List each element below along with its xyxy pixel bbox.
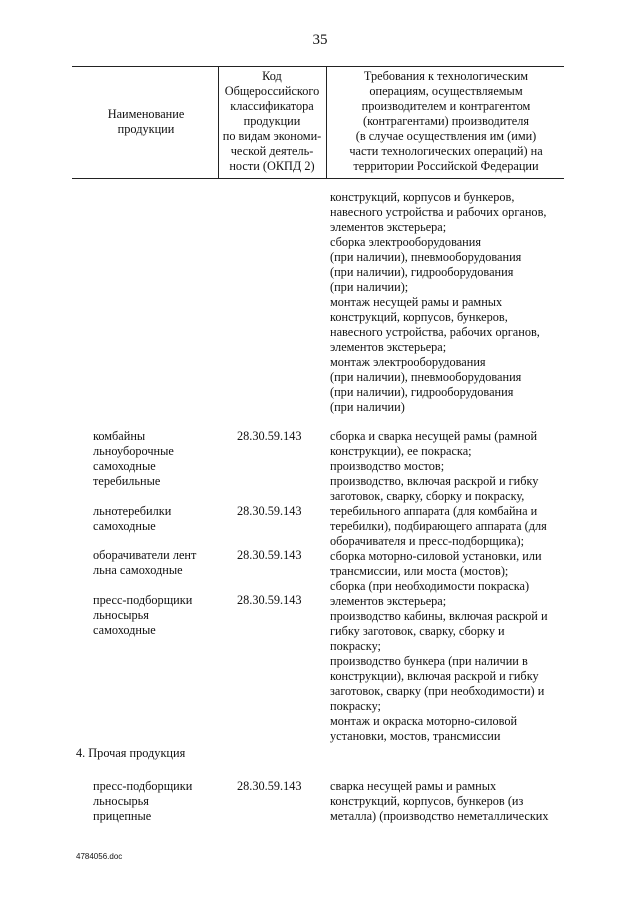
group-requirements: сборка и сварка несущей рамы (рамной конструкции), ее покраска; производство мостов; производство, включая раскрой и гибку заготовок, сварку, сборку и покраску, теребильного аппарата (для комбайна и теребилки), подбирающего аппарата (для оборачивателя и пресс-подборщика); сборка моторно-силовой установки, или трансмиссии, или моста (мостов); сборка (при необходимости покраска) элементов экстерьера; производство кабины, включая раскрой и гибку заготовок, сварку, сборку и покраску; производство бункера (при наличии в конструкции), включая раскрой и гибку заготовок, сварку (при необходимости) и покраску; монтаж и окраска моторно-силовой установки, мостов, трансмиссии (330, 429, 548, 743)
product-name-trailed-balers: пресс-подборщики льносырья прицепные (93, 779, 193, 823)
header-requirements: Требования к технологическим операциям, осуществляемым производителем и контрагентом (контрагентами) производителя (в случае осуществления им (ими) части технологических операций) на территории Российской Федерации (349, 69, 543, 173)
page-number: 35 (312, 32, 328, 48)
product-code-turners: 28.30.59.143 (237, 548, 302, 562)
document-filename: 4784056.doc (76, 852, 123, 861)
product-name-pickup-balers: пресс-подборщики льносырья самоходные (93, 593, 193, 637)
product-code-trailed-balers: 28.30.59.143 (237, 779, 302, 793)
header-okpd2-code: Код Общероссийского классификатора продукции по видам экономи- ческой деятель- ности (ОКПД 2) (222, 69, 322, 173)
header-product-name: Наименование продукции (107, 107, 185, 136)
product-name-combines: комбайны льноуборочные самоходные теребильные (93, 429, 174, 488)
section-title: 4. Прочая продукция (76, 746, 186, 760)
table-top-rule (72, 66, 564, 67)
continuation-requirements: конструкций, корпусов и бункеров, навесного устройства и рабочих органов, элементов экстерьера; сборка электрооборудования (при наличии), пневмооборудования (при наличии), гидрооборудования (при наличии); монтаж несущей рамы и рамных конструкций, корпусов, бункеров, навесного устройства, рабочих органов, элементов экстерьера; монтаж электрооборудования (при наличии), пневмооборудования (при наличии), гидрооборудования (при наличии) (330, 190, 547, 414)
trailed-balers-requirements: сварка несущей рамы и рамных конструкций, корпусов, бункеров (из металла) (производство неметаллических (330, 779, 549, 823)
product-name-turners: оборачиватели лент льна самоходные (93, 548, 197, 577)
product-code-combines: 28.30.59.143 (237, 429, 302, 443)
product-code-pickup-balers: 28.30.59.143 (237, 593, 302, 607)
header-bottom-rule (72, 178, 564, 179)
product-name-flax-pullers: льнотеребилки самоходные (93, 504, 172, 533)
product-code-flax-pullers: 28.30.59.143 (237, 504, 302, 518)
